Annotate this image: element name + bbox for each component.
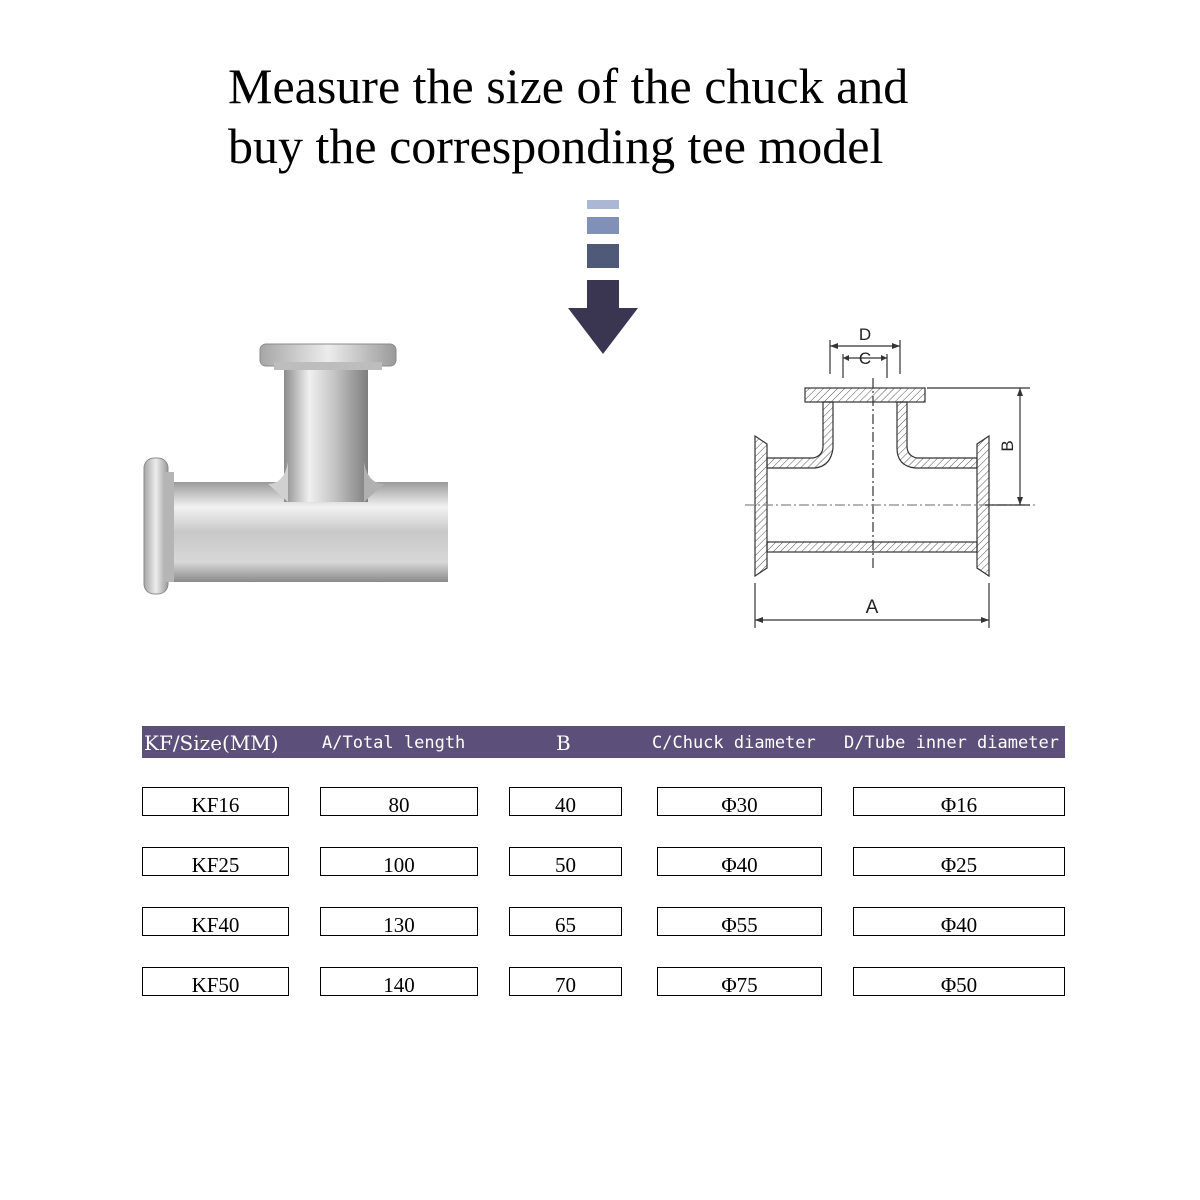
table-cell: KF25 [142, 847, 289, 876]
header-b: B [556, 731, 571, 755]
dimension-label-a: A [865, 597, 879, 618]
header-d: D/Tube inner diameter [844, 733, 1059, 753]
tee-product-photo [118, 262, 448, 682]
table-cell: Φ30 [657, 787, 822, 816]
header-size: KF/Size(MM) [144, 731, 279, 755]
title-line-1: Measure the size of the chuck and [228, 58, 909, 114]
dimension-label-b: B [998, 440, 1017, 452]
page-title [228, 56, 1128, 176]
table-cell: 130 [320, 907, 478, 936]
dimension-label-c: C [858, 349, 872, 368]
table-cell: Φ16 [853, 787, 1065, 816]
table-cell: Φ25 [853, 847, 1065, 876]
title-line-2: buy the corresponding tee model [228, 118, 884, 174]
down-arrow-icon [560, 196, 642, 358]
table-cell: 80 [320, 787, 478, 816]
table-cell: 65 [509, 907, 622, 936]
header-c: C/Chuck diameter [652, 733, 816, 753]
table-cell: Φ75 [657, 967, 822, 996]
table-cell: KF50 [142, 967, 289, 996]
table-cell: Φ55 [657, 907, 822, 936]
table-cell: 50 [509, 847, 622, 876]
dimension-label-d: D [858, 325, 872, 344]
header-a: A/Total length [322, 733, 466, 753]
table-cell: Φ50 [853, 967, 1065, 996]
tee-dimension-drawing [745, 318, 1060, 638]
table-cell: 100 [320, 847, 478, 876]
table-cell: KF40 [142, 907, 289, 936]
table-cell: 70 [509, 967, 622, 996]
table-header [142, 726, 1065, 758]
table-cell: KF16 [142, 787, 289, 816]
table-cell: 140 [320, 967, 478, 996]
table-cell: Φ40 [657, 847, 822, 876]
table-cell: Φ40 [853, 907, 1065, 936]
table-cell: 40 [509, 787, 622, 816]
